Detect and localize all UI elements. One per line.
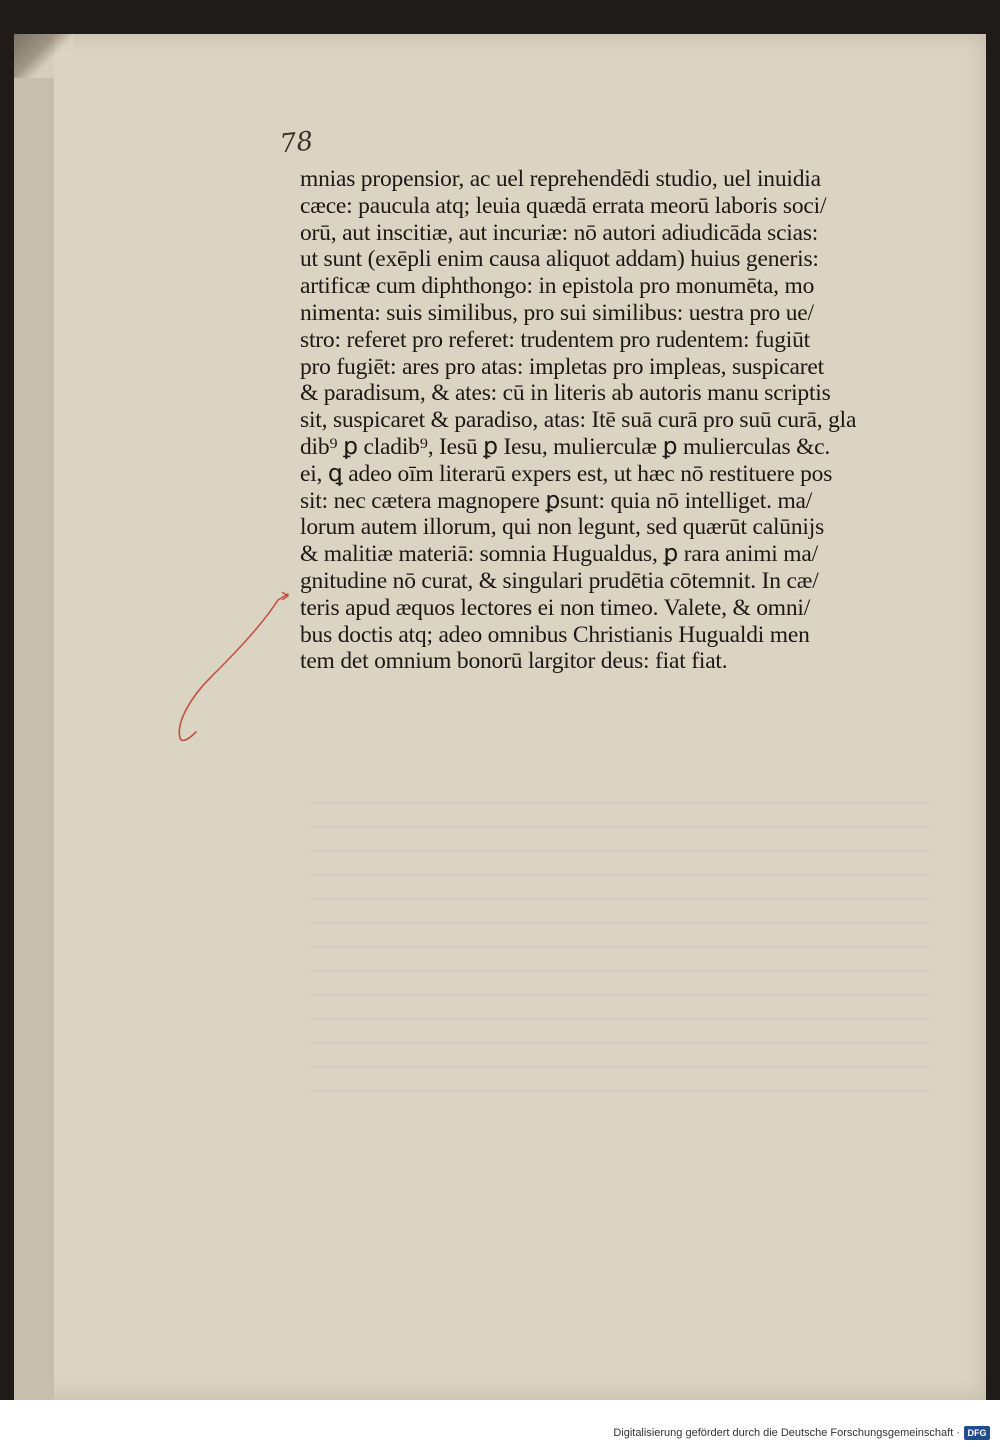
text-line: ei, ꝗ adeo oīm literarū expers est, ut hæc nō restituere pos (300, 460, 833, 487)
show-through-text (310, 780, 930, 1110)
text-line: artificæ cum diphthongo: in epistola pro monumēta, mo (300, 273, 815, 300)
folio-number: 78 (278, 126, 315, 160)
text-line: pro fugiēt: ares pro atas: impletas pro impleas, suspicaret (300, 353, 824, 380)
footer-bar (0, 1400, 1000, 1447)
printed-text-block (300, 166, 930, 675)
text-line: dib⁹ ꝑ cladib⁹, Iesū ꝑ Iesu, mulierculæ ꝑ mulierculas &c. (300, 433, 831, 460)
text-line: lorum autem illorum, qui non legunt, sed quærūt calūnijs (300, 514, 825, 541)
text-line: & malitiæ materiā: somnia Hugualdus, ꝑ rara animi ma/ (300, 541, 818, 568)
page-corner-wear (14, 34, 74, 78)
text-line: nimenta: suis similibus, pro sui similibus: uestra pro ue/ (300, 299, 814, 326)
text-line: & paradisum, & ates: cū in literis ab autoris manu scriptis (300, 380, 831, 407)
text-line: sit: nec cætera magnopere ꝑsunt: quia nō intelliget. ma/ (300, 487, 813, 514)
text-line: teris apud æquos lectores ei non timeo. Valete, & omni/ (300, 594, 811, 621)
red-margin-mark (170, 588, 290, 748)
dfg-logo-icon: DFG (964, 1426, 990, 1440)
text-line: mnias propensior, ac uel reprehendēdi studio, uel inuidia (300, 166, 821, 192)
funding-credit: Digitalisierung gefördert durch die Deutsche Forschungsgemeinschaft · (613, 1427, 960, 1439)
text-line: bus doctis atq; adeo omnibus Christianis Hugualdi men (300, 621, 810, 648)
text-line: cæce: paucula atq; leuia quædā errata meorū laboris soci/ (300, 192, 827, 219)
text-line: tem det omnium bonorū largitor deus: fiat fiat. (300, 648, 728, 675)
text-line: stro: referet pro referet: trudentem pro rudentem: fugiūt (300, 326, 810, 353)
text-line: sit, suspicaret & paradiso, atas: Itē suā curā pro suū curā, gla (300, 407, 857, 434)
text-line: ut sunt (exēpli enim causa aliquot addam) huius generis: (300, 246, 819, 273)
text-line: gnitudine nō curat, & singulari prudētia cōtemnit. In cæ/ (300, 567, 819, 594)
page-gutter-shadow (14, 34, 54, 1400)
text-line: orū, aut inscitiæ, aut incuriæ: nō autori adiudicāda scias: (300, 219, 819, 246)
